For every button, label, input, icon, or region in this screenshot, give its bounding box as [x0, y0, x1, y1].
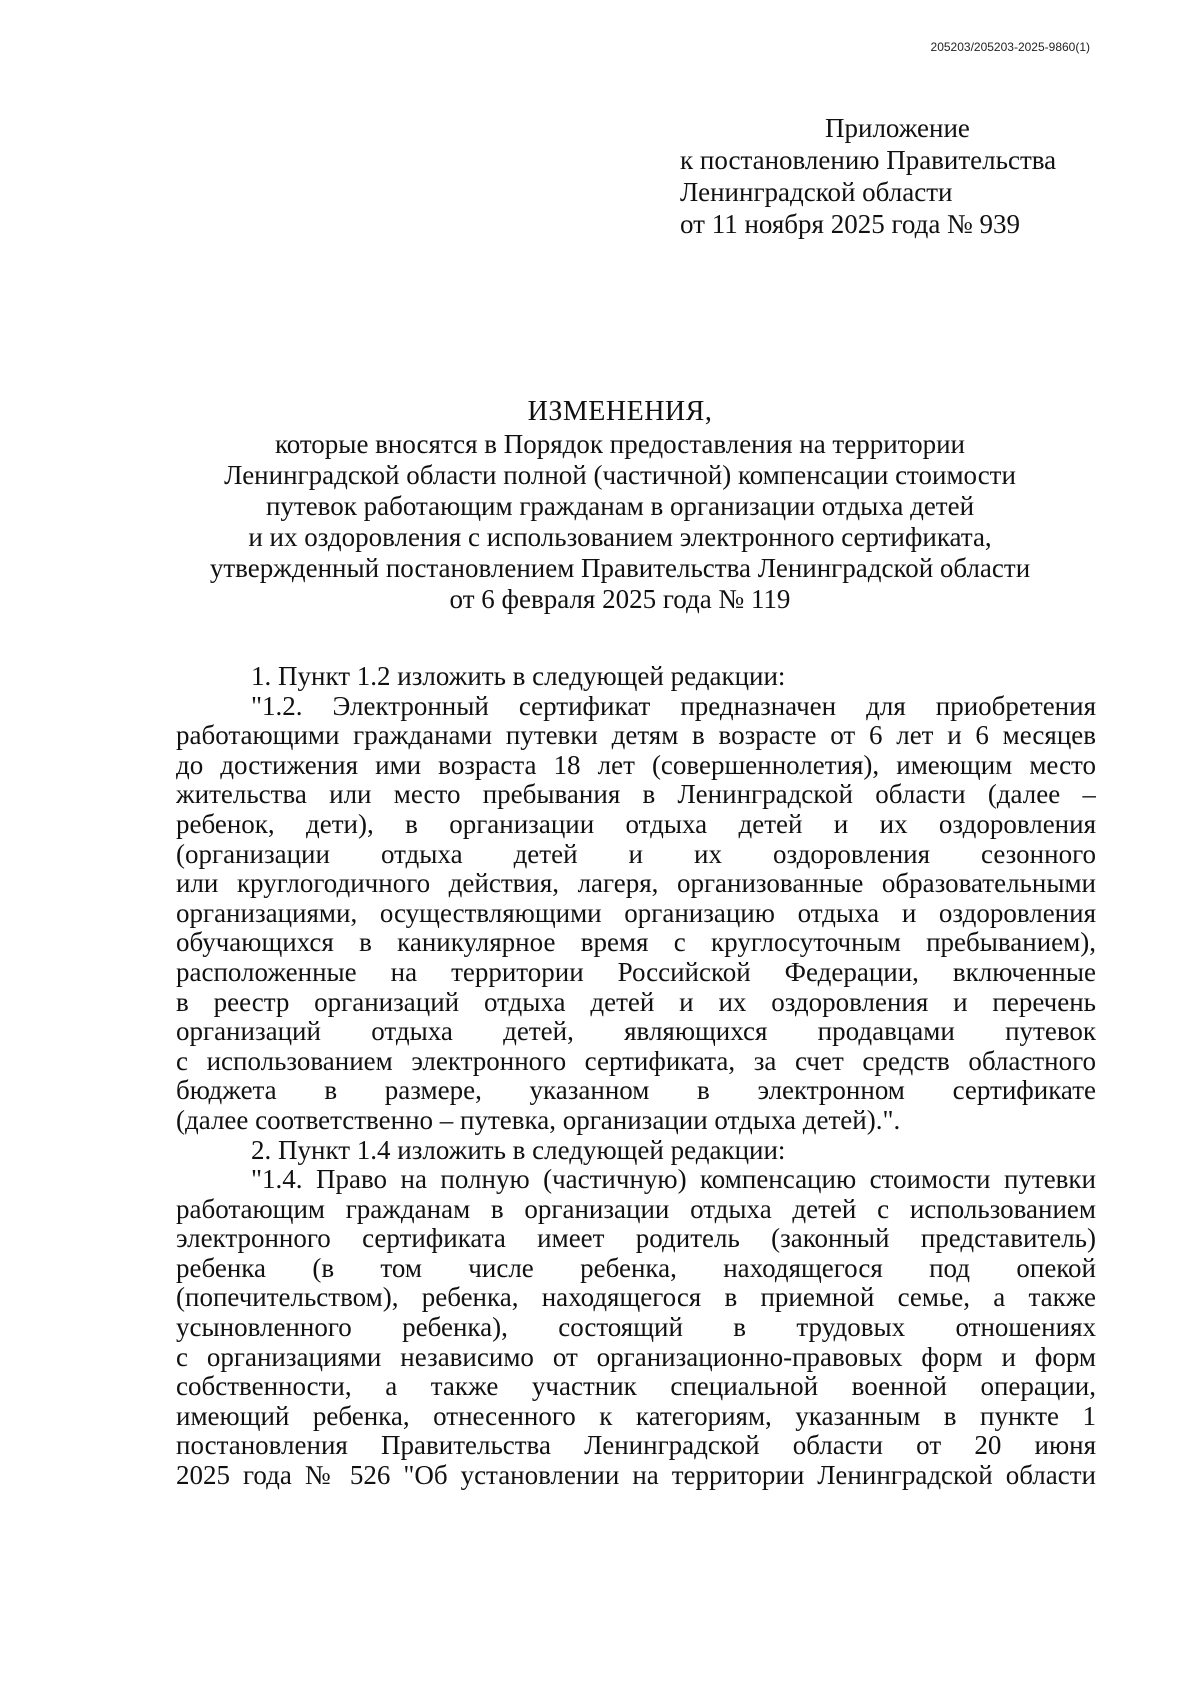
document-body	[176, 662, 1096, 1491]
appendix-line: Приложение	[825, 113, 970, 143]
body-line: ребенок, дети), в организации отдыха детей и их оздоровления	[176, 809, 1096, 839]
body-line: (организации отдыха детей и их оздоровления сезонного	[176, 839, 1096, 869]
body-line: бюджета в размере, указанном в электронном сертификате	[176, 1076, 1096, 1106]
body-line: собственности, а также участник специальной военной операции,	[176, 1372, 1096, 1402]
body-line: с организациями независимо от организационно-правовых форм и форм	[176, 1342, 1096, 1372]
body-line: с использованием электронного сертификата, за счет средств областного	[176, 1046, 1096, 1076]
body-line: электронного сертификата имеет родитель (законный представитель)	[176, 1224, 1096, 1254]
body-line: (попечительством), ребенка, находящегося в приемной семье, а также	[176, 1283, 1096, 1313]
body-line: усыновленного ребенка), состоящий в трудовых отношениях	[176, 1313, 1096, 1343]
body-line: обучающихся в каникулярное время с круглосуточным пребыванием),	[176, 928, 1096, 958]
body-line: жительства или место пребывания в Ленинградской области (далее –	[176, 780, 1096, 810]
appendix-line: к постановлению Правительства	[680, 145, 1057, 175]
body-line: 2025 года № 526 "Об установлении на территории Ленинградской области	[176, 1461, 1096, 1491]
body-line: в реестр организаций отдыха детей и их оздоровления и перечень	[176, 987, 1096, 1017]
title-line: путевок работающим гражданам в организации отдыха детей	[265, 491, 975, 521]
title-line: утвержденный постановлением Правительства Ленинградской области	[209, 553, 1031, 583]
body-line: до достижения ими возраста 18 лет (совершеннолетия), имеющим место	[176, 750, 1096, 780]
body-line: "1.2. Электронный сертификат предназначен для приобретения	[251, 691, 1096, 721]
document-title	[120, 396, 1120, 615]
body-line: или круглогодичного действия, лагеря, организованные образовательными	[176, 869, 1096, 899]
document-id: 205203/205203-2025-9860(1)	[930, 40, 1090, 54]
body-line: работающим гражданам в организации отдыха детей с использованием	[176, 1194, 1096, 1224]
item-1-heading: 1. Пункт 1.2 изложить в следующей редакции:	[251, 661, 786, 691]
body-line: ребенка (в том числе ребенка, находящегося под опекой	[176, 1253, 1096, 1283]
title-line: от 6 февраля 2025 года № 119	[449, 584, 791, 614]
title-line: которые вносятся в Порядок предоставления на территории	[274, 429, 966, 459]
body-line: "1.4. Право на полную (частичную) компенсацию стоимости путевки	[251, 1165, 1096, 1195]
body-line: работающими гражданами путевки детям в возрасте от 6 лет и 6 месяцев	[176, 721, 1096, 751]
appendix-line: Ленинградской области	[680, 177, 953, 207]
appendix-line: от 11 ноября 2025 года № 939	[680, 209, 1021, 239]
item-2-heading: 2. Пункт 1.4 изложить в следующей редакции:	[251, 1134, 786, 1165]
title-line: и их оздоровления с использованием электронного сертификата,	[248, 522, 992, 552]
body-line: имеющий ребенка, отнесенного к категориям, указанным в пункте 1	[176, 1401, 1096, 1431]
appendix-block	[680, 112, 1056, 240]
body-line: расположенные на территории Российской Федерации, включенные	[176, 957, 1096, 987]
body-line: (далее соответственно – путевка, организации отдыха детей).".	[176, 1104, 901, 1135]
body-line: организаций отдыха детей, являющихся продавцами путевок	[176, 1017, 1096, 1047]
title-heading: ИЗМЕНЕНИЯ,	[527, 396, 713, 427]
title-line: Ленинградской области полной (частичной) компенсации стоимости	[224, 460, 1016, 490]
body-line: организациями, осуществляющими организацию отдыха и оздоровления	[176, 898, 1096, 928]
body-line: постановления Правительства Ленинградской области от 20 июня	[176, 1431, 1096, 1461]
